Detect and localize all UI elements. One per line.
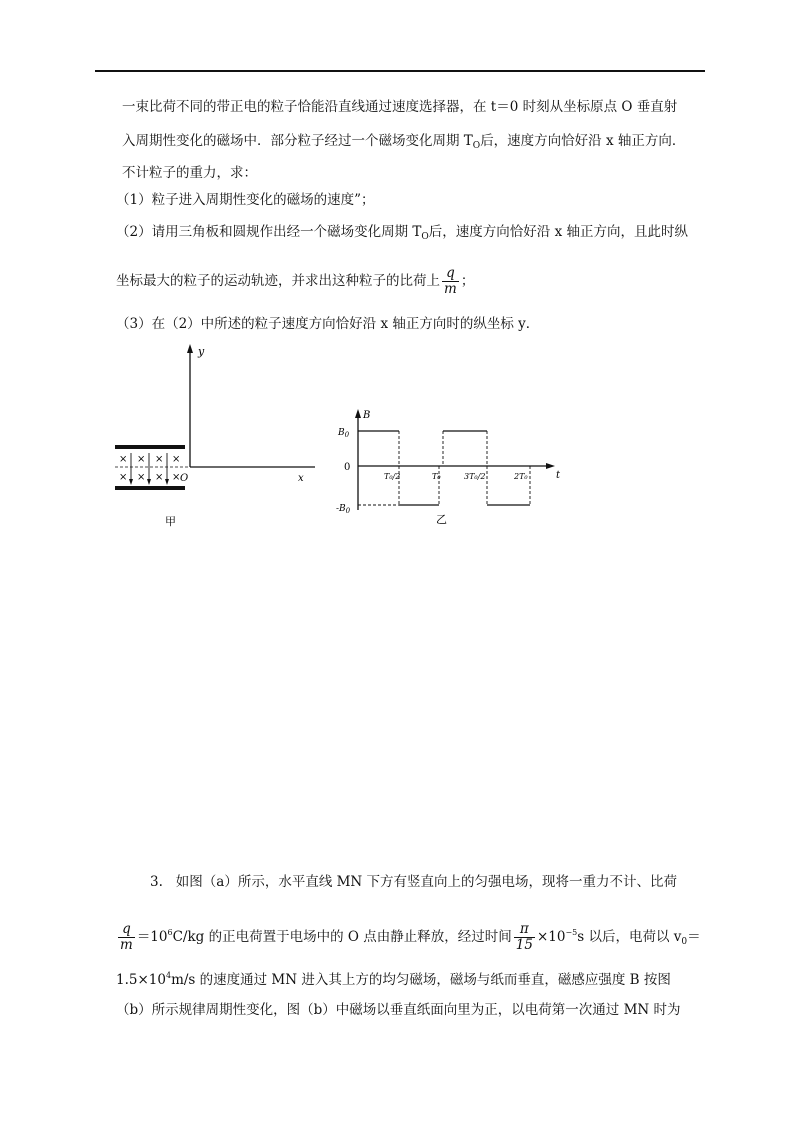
t-axis-label: t	[556, 470, 561, 481]
field-mark: ×	[172, 472, 181, 483]
charge-mass-fraction: $\frac{q}{m}$	[120, 921, 133, 953]
field-mark: ×	[137, 472, 146, 483]
bottom-plate	[115, 486, 185, 490]
problem3-line-2: $\frac{q}{m}$ $=10^6C/kg$ 的正电荷置于电场中的 O 点由静止释放，经过时间 $\frac{\pi}{15}$ $\times 10^{-5}s$ 以后，电荷以 $v_0=$	[120, 921, 701, 953]
problem3-line-4: （b）所示规律周期性变化，图（b）中磁场以垂直纸面向里为正，以电荷第一次通过 MN 时为	[116, 1002, 681, 1018]
neg-b0-label: $-B_0$	[336, 504, 351, 515]
figure-jia	[110, 335, 340, 530]
pi-over-15-fraction: $\frac{\pi}{15}$	[515, 921, 533, 953]
b-waveform	[358, 431, 530, 505]
tick-label: 3T₀/2	[464, 472, 486, 481]
field-marks	[119, 454, 180, 483]
question-2: （2）请用三角板和圆规作出经一个磁场变化周期 $T_O$后，速度方向恰好沿 x 轴正方向，且此时纵	[116, 224, 688, 242]
tick-label: T₀	[432, 472, 441, 481]
q-over-m-fraction: $\frac{q}{m}$	[444, 265, 457, 297]
problem-line-1: 一束比荷不同的带正电的粒子恰能沿直线通过速度选择器，在 t＝0 时刻从坐标原点 O 垂直射	[122, 99, 678, 115]
header-rule	[95, 70, 705, 72]
origin-zero: 0	[344, 462, 351, 473]
problem-line-3: 不计粒子的重力，求：	[122, 165, 257, 181]
field-mark: ×	[155, 454, 164, 465]
waveform-dashes	[358, 431, 530, 505]
question-3: （3）在（2）中所述的粒子速度方向恰好沿 x 轴正方向时的纵坐标 y．	[116, 316, 540, 332]
top-plate	[115, 445, 185, 449]
b0-label: $B_0$	[338, 428, 350, 439]
y-axis-label: y	[198, 345, 205, 358]
y-axis-arrow	[187, 344, 193, 353]
tick-label: 2T₀	[514, 472, 528, 481]
field-mark: ×	[137, 454, 146, 465]
problem-line-2: 入周期性变化的磁场中．部分粒子经过一个磁场变化周期 $T_O$后，速度方向恰好沿 x 轴正方向．	[122, 133, 686, 151]
field-mark: ×	[155, 472, 164, 483]
x-axis-label: x	[298, 473, 304, 484]
field-mark: ×	[119, 454, 128, 465]
problem3-line-1: 3. 如图（a）所示，水平直线 MN 下方有竖直向上的匀强电场，现将一重力不计、比荷	[150, 874, 678, 890]
tick-labels	[384, 472, 528, 481]
figure-yi	[330, 400, 570, 530]
b-axis-label: B	[363, 410, 371, 421]
caption-jia: 甲	[165, 515, 176, 528]
origin-label: O	[180, 473, 189, 484]
field-mark: ×	[119, 472, 128, 483]
field-mark: ×	[172, 454, 181, 465]
question-1: （1）粒子进入周期性变化的磁场的速度”；	[116, 192, 375, 208]
question-2-cont: 坐标最大的粒子的运动轨迹，并求出这种粒子的比荷上 $\frac{q}{m}$ ；	[116, 265, 475, 297]
tick-label: T₀/2	[384, 472, 401, 481]
caption-yi: 乙	[436, 513, 447, 526]
problem3-line-3: $1.5\times 10^4m/s$ 的速度通过 MN 进入其上方的均匀磁场，磁场与纸而垂直，磁感应强度 B 按图	[116, 971, 671, 988]
